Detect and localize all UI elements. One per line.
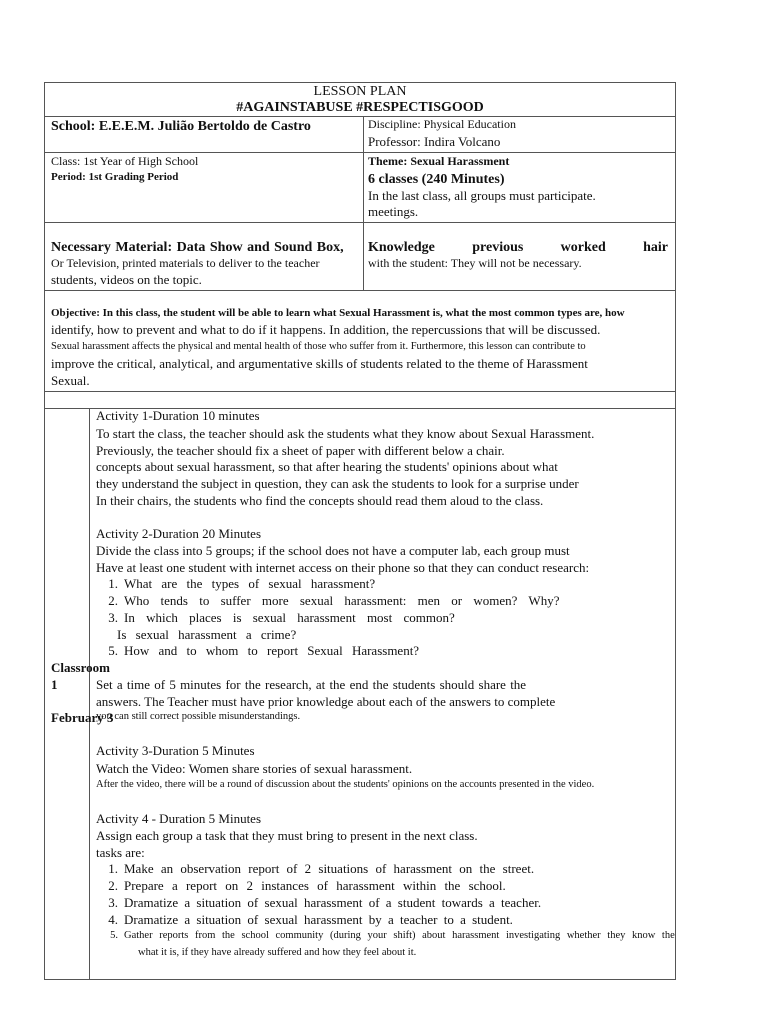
objective-line: Sexual. (51, 373, 90, 388)
question-number: 2. (108, 593, 118, 608)
school-name: School: E.E.E.M. Julião Bertoldo de Castro (51, 119, 311, 134)
question-text: In which places is sexual harassment most common? (124, 610, 455, 625)
activity-2-line: you can still correct possible misunderstandings. (96, 711, 301, 722)
material-line: students, videos on the topic. (51, 272, 202, 287)
knowledge-heading: Knowledge previous worked hair (368, 240, 668, 255)
row-divider (44, 391, 676, 392)
question-number: 3. (108, 610, 118, 625)
task-item (96, 862, 534, 877)
task-number: 1. (108, 861, 118, 876)
table-border-right (675, 82, 676, 980)
activity-1-line: they understand the subject in question, they can ask the students to look for a surprise under (96, 476, 579, 491)
class-info: Class: 1st Year of High School (51, 154, 199, 168)
table-border-bottom (44, 979, 676, 980)
task-number: 2. (108, 878, 118, 893)
question-number: 5. (108, 643, 118, 658)
last-class-note-line: meetings. (368, 204, 419, 219)
necessary-material-heading: Necessary Material: Data Show and Sound Box, (51, 240, 344, 255)
last-class-note-line: In the last class, all groups must participate. (368, 188, 596, 203)
research-question (96, 594, 559, 609)
task-text: Prepare a report on 2 instances of harassment within the school. (124, 878, 506, 893)
activity-1-title: Activity 1-Duration 10 minutes (96, 408, 260, 423)
discipline: Discipline: Physical Education (368, 117, 516, 131)
objective-line: Objective: In this class, the student will be able to learn what Sexual Harassment is, what the most common types are, how (51, 307, 625, 319)
table-border-left (44, 82, 45, 980)
research-question (96, 644, 419, 659)
row-divider (44, 116, 676, 117)
classroom-number: 1 (51, 677, 58, 692)
task-item (96, 913, 513, 928)
row-divider (44, 152, 676, 153)
objective-line: identify, how to prevent and what to do if it happens. In addition, the repercussions that will be discussed. (51, 322, 601, 337)
task-item (96, 930, 764, 942)
lesson-plan-title: LESSON PLAN (313, 84, 407, 99)
task-number: 3. (108, 895, 118, 910)
task-item-continuation: what it is, if they have already suffered and how they feel about it. (138, 947, 417, 958)
activity-3-title: Activity 3-Duration 5 Minutes (96, 743, 255, 758)
theme: Theme: Sexual Harassment (368, 154, 510, 168)
research-question (96, 577, 375, 592)
task-item (96, 879, 506, 894)
activity-2-line: Have at least one student with internet access on their phone so that they can conduct research: (96, 560, 590, 575)
knowledge-line: with the student: They will not be necessary. (368, 256, 582, 270)
classroom-label: Classroom (51, 660, 110, 675)
task-text: Gather reports from the school community (during your shift) about harassment investigating whether they know the (124, 930, 675, 941)
question-text: What are the types of sexual harassment? (124, 576, 376, 591)
grading-period: Period: 1st Grading Period (51, 171, 179, 183)
task-text: Dramatize a situation of sexual harassment of a student towards a teacher. (124, 895, 542, 910)
column-divider (363, 116, 364, 290)
task-text: Make an observation report of 2 situations of harassment on the street. (124, 861, 535, 876)
task-number: 5. (110, 930, 118, 941)
research-question (117, 628, 296, 643)
activity-4-line: tasks are: (96, 845, 145, 860)
research-question (96, 611, 455, 626)
row-divider (44, 290, 676, 291)
side-column-divider (89, 408, 90, 979)
activity-1-line: To start the class, the teacher should ask the students what they know about Sexual Harassment. (96, 426, 595, 441)
question-text: How and to whom to report Sexual Harassment? (124, 643, 420, 658)
activity-4-line: Assign each group a task that they must bring to present in the next class. (96, 828, 478, 843)
question-number: 1. (108, 576, 118, 591)
task-text: Dramatize a situation of sexual harassment by a teacher to a student. (124, 912, 513, 927)
activity-1-line: Previously, the teacher should fix a sheet of paper with different below a chair. (96, 443, 505, 458)
material-line: Or Television, printed materials to deliver to the teacher (51, 256, 320, 270)
class-date: February 3 (51, 710, 114, 725)
classes-count: 6 classes (240 Minutes) (368, 172, 505, 187)
activity-2-title: Activity 2-Duration 20 Minutes (96, 526, 262, 541)
task-number: 4. (108, 912, 118, 927)
activity-2-line: Set a time of 5 minutes for the research, at the end the students should share the (96, 677, 527, 692)
activity-1-line: In their chairs, the students who find the concepts should read them aloud to the class. (96, 493, 544, 508)
row-divider (44, 222, 676, 223)
objective-line: improve the critical, analytical, and argumentative skills of students related to the theme of Harassment (51, 356, 588, 371)
objective-line: Sexual harassment affects the physical and mental health of those who suffer from it. Furthermore, this lesson can contribute to (51, 341, 586, 352)
activity-2-line: answers. The Teacher must have prior knowledge about each of the answers to complete (96, 694, 556, 709)
table-border-top (44, 82, 676, 83)
activity-2-line: Divide the class into 5 groups; if the school does not have a computer lab, each group must (96, 543, 570, 558)
task-item (96, 896, 541, 911)
question-text: Who tends to suffer more sexual harassment: men or women? Why? (124, 593, 560, 608)
activity-4-title: Activity 4 - Duration 5 Minutes (96, 811, 262, 826)
activity-3-line: Watch the Video: Women share stories of sexual harassment. (96, 761, 413, 776)
activity-3-line: After the video, there will be a round of discussion about the students' opinions on the accounts presented in the video. (96, 779, 595, 790)
question-text: Is sexual harassment a crime? (117, 627, 297, 642)
professor: Professor: Indira Volcano (368, 134, 501, 149)
activity-1-line: concepts about sexual harassment, so that after hearing the students' opinions about what (96, 459, 558, 474)
hashtags-heading: #AGAINSTABUSE #RESPECTISGOOD (236, 100, 484, 115)
